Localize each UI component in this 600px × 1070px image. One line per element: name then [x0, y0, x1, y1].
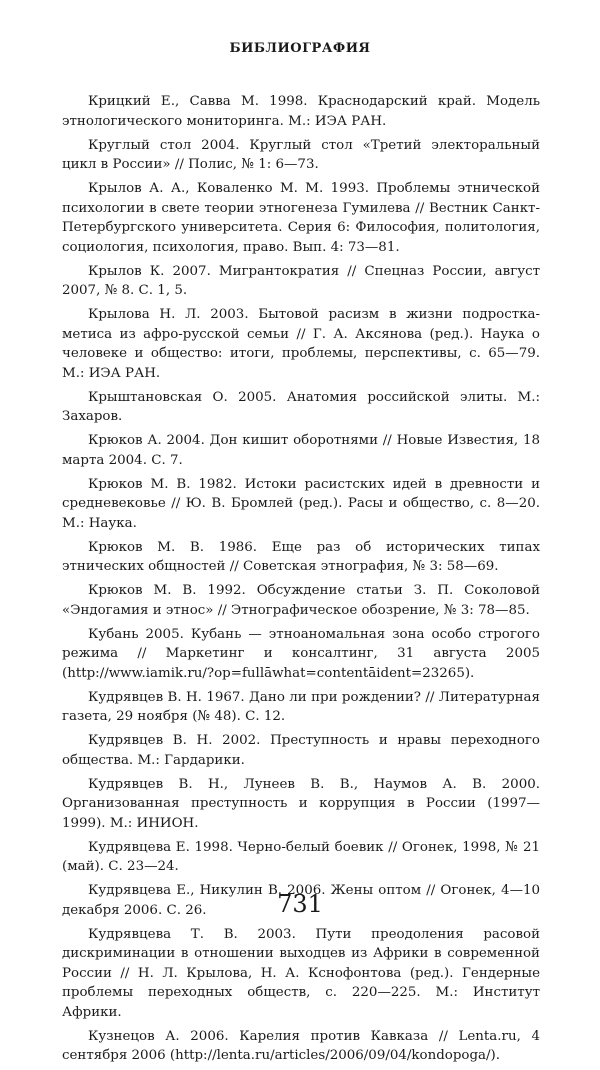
bibliography-entry: Крылов А. А., Коваленко М. М. 1993. Проблемы этнической психологии в свете теории этногенеза Гумилева // Вестник Санкт-Петербургского университета. Серия 6: Философия, политология, социология, психология, право. Вып. 4: 73—81.: [62, 181, 540, 255]
bibliography-entry: Кудрявцев В. Н., Лунеев В. В., Наумов А. В. 2000. Организованная преступность и коррупция в России (1997—1999). М.: ИНИОН.: [62, 776, 540, 831]
bibliography-entry: Крюков М. В. 1982. Истоки расистских идей в древности и средневековье // Ю. В. Бромлей (ред.). Расы и общество, с. 8—20. М.: Наука.: [62, 476, 540, 531]
bibliography-entry: Крылова Н. Л. 2003. Бытовой расизм в жизни подростка-метиса из афро-русской семьи // Г. А. Аксянова (ред.). Наука о человеке и общество: итоги, проблемы, перспективы, с. 65—79. М.: ИЭА РАН.: [62, 307, 540, 381]
bibliography-entry: Кузнецов А. 2006. Карелия против Кавказа // Lenta.ru, 4 сентября 2006 (http://lenta.ru/articles/2006/09/04/kondopoga/).: [62, 1028, 540, 1063]
bibliography-entry: Кудрявцева Е. 1998. Черно-белый боевик // Огонек, 1998, № 21 (май). С. 23—24.: [62, 839, 540, 874]
bibliography-entry: Крюков М. В. 1992. Обсуждение статьи З. П. Соколовой «Эндогамия и этнос» // Этнографическое обозрение, № 3: 78—85.: [62, 583, 540, 618]
bibliography-entry: Крыштановская О. 2005. Анатомия российской элиты. М.: Захаров.: [62, 389, 540, 424]
page-number: 731: [277, 890, 323, 918]
bibliography-entry: Круглый стол 2004. Круглый стол «Третий электоральный цикл в России» // Полис, № 1: 6—73.: [62, 137, 540, 172]
bibliography-entry: Кудрявцев В. Н. 1967. Дано ли при рождении? // Литературная газета, 29 ноября (№ 48). С. 12.: [62, 689, 540, 724]
bibliography-entry: Кудрявцева Т. В. 2003. Пути преодоления расовой дискриминации в отношении выходцев из Африки в современной России // Н. Л. Крылова, Н. А. Кснофонтова (ред.). Гендерные проблемы переходных обществ, с. 220—225. М.: Институт Африки.: [62, 926, 540, 1020]
bibliography-entry: Крюков М. В. 1986. Еще раз об исторических типах этнических общностей // Советская этнография, № 3: 58—69.: [62, 539, 540, 574]
bibliography-entry: Крылов К. 2007. Мигрантократия // Спецназ России, август 2007, № 8. С. 1, 5.: [62, 263, 540, 298]
running-head: БИБЛИОГРАФИЯ: [229, 41, 371, 56]
bibliography-entry: Крицкий Е., Савва М. 1998. Краснодарский край. Модель этнологического мониторинга. М.: ИЭА РАН.: [62, 94, 540, 129]
bibliography-entry: Кубань 2005. Кубань — этноаномальная зона особо строгого режима // Маркетинг и консалтинг, 31 августа 2005 (http://www.iamik.ru/?op=fullāwhat=contentāident=23265).: [62, 626, 540, 681]
bibliography-entry: Кудрявцев В. Н. 2002. Преступность и нравы переходного общества. М.: Гардарики.: [62, 733, 540, 768]
bibliography-list: [62, 92, 540, 1070]
bibliography-entry: Кудрявцева Е., Никулин В. 2006. Жены оптом // Огонек, 4—10 декабря 2006. С. 26.: [62, 883, 540, 918]
bibliography-entry: Крюков А. 2004. Дон кишит оборотнями // Новые Известия, 18 марта 2004. С. 7.: [62, 433, 540, 468]
